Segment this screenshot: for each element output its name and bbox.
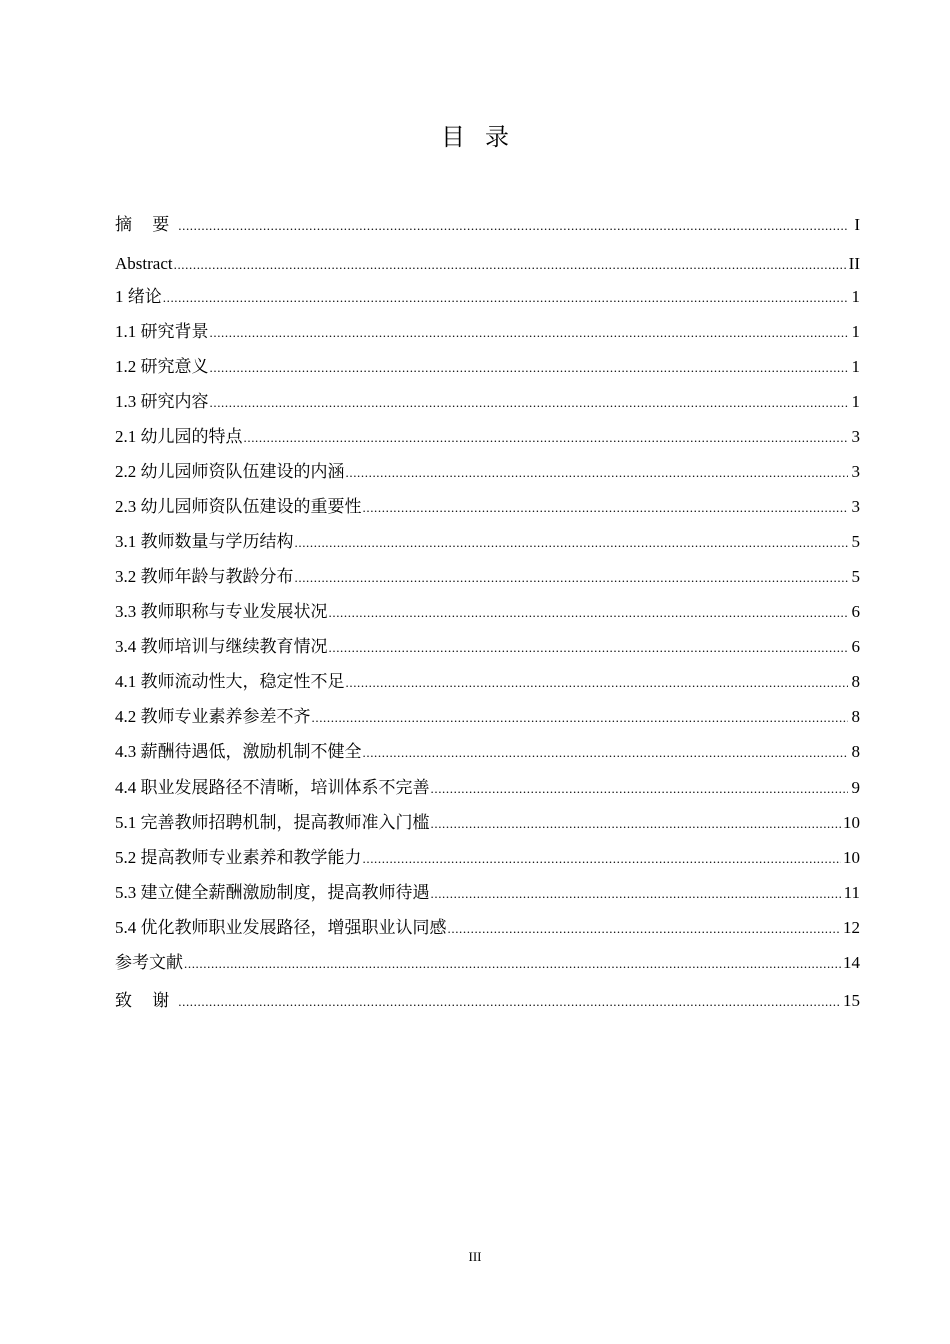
toc-dot-leader: [329, 635, 849, 661]
toc-entry-label: 5.2 提高教师专业素养和教学能力: [115, 848, 362, 867]
toc-entry-page: 15: [843, 991, 860, 1010]
toc-entry-page: 8: [851, 672, 860, 691]
toc-entry-page: 14: [843, 953, 860, 972]
toc-entry-page: 6: [851, 602, 860, 621]
toc-entry-3-3[interactable]: [115, 599, 860, 625]
toc-entry-page: II: [848, 254, 860, 273]
toc-entry-3-2[interactable]: [115, 564, 860, 590]
toc-entry-2-1[interactable]: [115, 424, 860, 450]
toc-entry-label: 致 谢: [115, 991, 178, 1010]
toc-entry-page: 1: [851, 287, 860, 306]
toc-dot-leader: [295, 530, 849, 556]
toc-entry-5-4[interactable]: [115, 915, 860, 941]
toc-entry-4-1[interactable]: [115, 669, 860, 695]
toc-entry-page: 8: [851, 707, 860, 726]
toc-dot-leader: [346, 460, 849, 486]
toc-entry-label: 4.2 教师专业素养参差不齐: [115, 707, 311, 726]
toc-dot-leader: [210, 390, 849, 416]
toc-entry-page: 3: [851, 427, 860, 446]
toc-dot-leader: [329, 600, 849, 626]
toc-entry-label: 4.3 薪酬待遇低，激励机制不健全: [115, 742, 362, 761]
toc-entry-label: 3.1 教师数量与学历结构: [115, 532, 294, 551]
toc-entry-page: 1: [851, 357, 860, 376]
toc-entry-1-1[interactable]: [115, 319, 860, 345]
toc-entry-page: 6: [851, 637, 860, 656]
toc-entry-references[interactable]: [115, 950, 860, 976]
toc-entry-3-1[interactable]: [115, 529, 860, 555]
toc-entry-acknowledgements[interactable]: [115, 988, 860, 1014]
toc-entry-page: 8: [851, 742, 860, 761]
toc-entry-label: 1.3 研究内容: [115, 392, 209, 411]
toc-entry-label: 2.2 幼儿园师资队伍建设的内涵: [115, 462, 345, 481]
page-number: III: [468, 1249, 482, 1264]
toc-entry-label: 2.1 幼儿园的特点: [115, 427, 243, 446]
toc-entry-label: 5.3 建立健全薪酬激励制度，提高教师待遇: [115, 883, 430, 902]
toc-entry-2-3[interactable]: [115, 494, 860, 520]
toc-entry-label: 4.1 教师流动性大，稳定性不足: [115, 672, 345, 691]
toc-entry-page: 5: [851, 567, 860, 586]
toc-entry-label: 摘 要: [115, 215, 178, 234]
toc-entry-page: 11: [843, 883, 860, 902]
toc-entry-label: 参考文献: [115, 953, 183, 972]
toc-entry-page: 12: [843, 918, 860, 937]
toc-entry-5-2[interactable]: [115, 845, 860, 871]
toc-entry-2-2[interactable]: [115, 459, 860, 485]
toc-entry-5-3[interactable]: [115, 880, 860, 906]
toc-entry-4-4[interactable]: [115, 775, 860, 801]
toc-entry-label: 5.1 完善教师招聘机制，提高教师准入门槛: [115, 813, 430, 832]
toc-entry-1-3[interactable]: [115, 389, 860, 415]
toc-dot-leader: [363, 846, 842, 872]
toc-dot-leader: [431, 811, 842, 837]
toc-entry-label: 1.2 研究意义: [115, 357, 209, 376]
toc-dot-leader: [312, 705, 849, 731]
toc-entry-label: 3.4 教师培训与继续教育情况: [115, 637, 328, 656]
toc-dot-leader: [210, 320, 849, 346]
toc-entry-label: 5.4 优化教师职业发展路径，增强职业认同感: [115, 918, 447, 937]
toc-entry-page: 1: [851, 322, 860, 341]
toc-entry-page: 5: [851, 532, 860, 551]
toc-dot-leader: [431, 881, 842, 907]
toc-entry-1[interactable]: [115, 284, 860, 310]
toc-entry-4-3[interactable]: [115, 739, 860, 765]
toc-entry-label: 4.4 职业发展路径不清晰，培训体系不完善: [115, 778, 430, 797]
toc-entry-1-2[interactable]: [115, 354, 860, 380]
toc-dot-leader: [174, 252, 847, 278]
toc-dot-leader: [178, 989, 841, 1015]
toc-dot-leader: [178, 213, 848, 239]
toc-entry-page: 10: [843, 848, 860, 867]
toc-dot-leader: [448, 916, 842, 942]
toc-entry-label: 2.3 幼儿园师资队伍建设的重要性: [115, 497, 362, 516]
toc-entry-5-1[interactable]: [115, 810, 860, 836]
toc-dot-leader: [163, 285, 848, 311]
toc-entry-4-2[interactable]: [115, 704, 860, 730]
toc-dot-leader: [295, 565, 849, 591]
toc-dot-leader: [363, 495, 849, 521]
toc-entry-page: 3: [851, 497, 860, 516]
toc-entry-page: 10: [843, 813, 860, 832]
toc-entry-label: Abstract: [115, 254, 173, 273]
toc-entry-label: 3.2 教师年龄与教龄分布: [115, 567, 294, 586]
toc-entry-abstract-cn[interactable]: [115, 212, 860, 238]
toc-dot-leader: [184, 951, 841, 977]
toc-entry-page: I: [854, 215, 860, 234]
toc-entry-label: 1.1 研究背景: [115, 322, 209, 341]
toc-dot-leader: [363, 740, 849, 766]
page-title: 目录: [441, 125, 529, 151]
toc-dot-leader: [346, 670, 849, 696]
toc-entry-label: 1 绪论: [115, 287, 162, 306]
toc-dot-leader: [244, 425, 849, 451]
toc-entry-page: 9: [851, 778, 860, 797]
toc-entry-abstract-en[interactable]: [115, 251, 860, 277]
toc-entry-3-4[interactable]: [115, 634, 860, 660]
toc-dot-leader: [210, 355, 849, 381]
toc-dot-leader: [431, 776, 849, 802]
toc-entry-label: 3.3 教师职称与专业发展状况: [115, 602, 328, 621]
toc-entry-page: 3: [851, 462, 860, 481]
toc-entry-page: 1: [851, 392, 860, 411]
